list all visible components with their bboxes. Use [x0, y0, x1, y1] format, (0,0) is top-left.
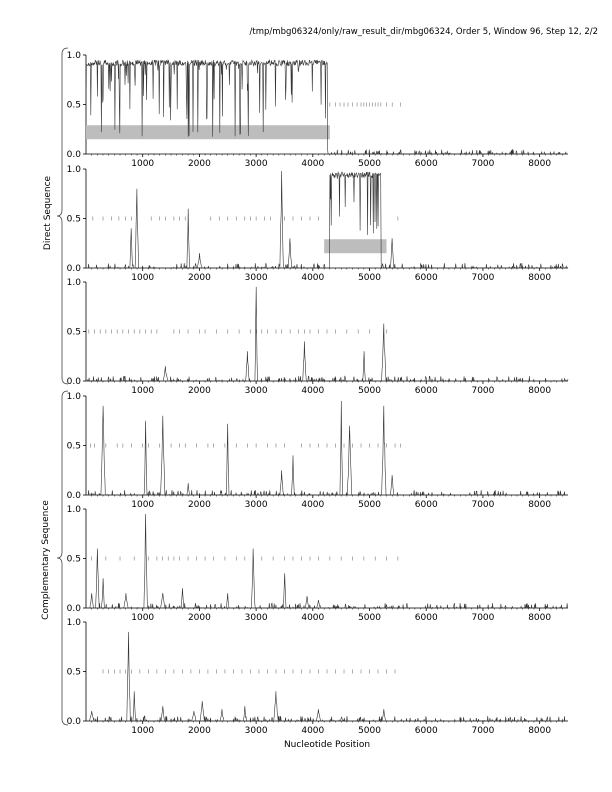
panel-1-series-line — [86, 60, 568, 154]
panel-2-x-tick-label: 4000 — [301, 273, 325, 283]
panel-1-x-tick-label: 1000 — [131, 159, 155, 169]
panel-3-x-tick-label: 5000 — [358, 386, 381, 396]
panel-3-x-tick-label: 3000 — [244, 386, 268, 396]
panel-2-x-tick-label: 5000 — [358, 273, 381, 283]
panel-6-y-tick-label: 0.0 — [66, 717, 81, 727]
panel-6-x-tick-label: 8000 — [528, 726, 552, 736]
panel-4-x-tick-label: 7000 — [471, 500, 495, 510]
panel-1-x-tick-label: 6000 — [414, 159, 438, 169]
panel-3-y-tick-label: 1.0 — [66, 278, 81, 288]
panel-3-series-line — [86, 287, 568, 381]
panel-6-x-tick-label: 1000 — [131, 726, 155, 736]
x-axis-label: Nucleotide Position — [283, 740, 371, 750]
panel-5-y-tick-label: 0.0 — [66, 604, 81, 614]
panel-6-x-tick-label: 3000 — [244, 726, 268, 736]
panel-3-x-tick-label: 1000 — [131, 386, 155, 396]
panel-6-y-tick-label: 0.5 — [66, 667, 81, 678]
panel-3-x-tick-label: 7000 — [471, 386, 495, 396]
panel-3-y-tick-label: 0.0 — [66, 377, 81, 387]
panel-5-y-tick-label: 1.0 — [66, 505, 81, 515]
panel-1-x-tick-label: 2000 — [187, 159, 211, 169]
panel-5-x-tick-label: 8000 — [528, 613, 552, 623]
panel-2-y-tick-label: 1.0 — [66, 165, 81, 175]
group-label-direct: Direct Sequence — [43, 175, 53, 251]
panel-1-y-tick-label: 1.0 — [66, 51, 81, 61]
panel-1-x-tick-label: 3000 — [244, 159, 268, 169]
panel-2-x-tick-label: 2000 — [187, 273, 211, 283]
panel-6-x-tick-label: 4000 — [301, 726, 325, 736]
panel-2-x-tick-label: 7000 — [471, 273, 495, 283]
panel-5-x-tick-label: 2000 — [187, 613, 211, 623]
panel-3-x-tick-label: 2000 — [187, 386, 211, 396]
panel-2-x-tick-label: 3000 — [244, 273, 268, 283]
panel-2-series-line — [86, 171, 568, 268]
page-title: /tmp/mbg06324/only/raw_result_dir/mbg06324, Order 5, Window 96, Step 12, 2/2 — [249, 27, 598, 37]
panel-6-x-tick-label: 2000 — [187, 726, 211, 736]
panel-5-x-tick-label: 6000 — [414, 613, 438, 623]
panel-6-x-tick-label: 7000 — [471, 726, 495, 736]
panel-5-y-tick-label: 0.5 — [66, 554, 81, 565]
group-label-complementary: Complementary Sequence — [41, 500, 51, 620]
panel-1-y-tick-label: 0.0 — [66, 150, 81, 160]
panel-5-x-tick-label: 5000 — [358, 613, 381, 623]
panel-2-y-tick-label: 0.5 — [66, 214, 81, 225]
panel-4-x-tick-label: 4000 — [301, 500, 325, 510]
panel-4-x-tick-label: 2000 — [187, 500, 211, 510]
panel-5-x-tick-label: 3000 — [244, 613, 268, 623]
panel-4-x-tick-label: 6000 — [414, 500, 438, 510]
panel-2-x-tick-label: 8000 — [528, 273, 552, 283]
panel-5-x-tick-label: 4000 — [301, 613, 325, 623]
panel-5-x-tick-label: 1000 — [131, 613, 155, 623]
panel-3-x-tick-label: 6000 — [414, 386, 438, 396]
panel-3-x-tick-label: 4000 — [301, 386, 325, 396]
panel-4-series-line — [86, 401, 568, 495]
panel-4-x-tick-label: 5000 — [358, 500, 381, 510]
panel-2-x-tick-label: 6000 — [414, 273, 438, 283]
panel-6-x-tick-label: 6000 — [414, 726, 438, 736]
panel-4-x-tick-label: 3000 — [244, 500, 268, 510]
panel-1-x-tick-label: 7000 — [471, 159, 495, 169]
panel-4-y-tick-label: 1.0 — [66, 392, 81, 402]
panel-6-series-line — [86, 632, 568, 721]
panel-1-y-tick-label: 0.5 — [66, 100, 81, 111]
panel-5-series-line — [86, 514, 568, 608]
panel-3-x-tick-label: 8000 — [528, 386, 552, 396]
panel-5-x-tick-label: 7000 — [471, 613, 495, 623]
panel-1-x-tick-label: 5000 — [358, 159, 381, 169]
panel-1-x-tick-label: 4000 — [301, 159, 325, 169]
panel-2-y-tick-label: 0.0 — [66, 264, 81, 274]
panel-3-y-tick-label: 0.5 — [66, 327, 81, 338]
panel-4-y-tick-label: 0.0 — [66, 491, 81, 501]
panel-4-x-tick-label: 8000 — [528, 500, 552, 510]
panel-6-y-tick-label: 1.0 — [66, 618, 81, 628]
panel-2-orf-bar — [324, 239, 386, 253]
panel-1-x-tick-label: 8000 — [528, 159, 552, 169]
panel-6-x-tick-label: 5000 — [358, 726, 381, 736]
panel-4-x-tick-label: 1000 — [131, 500, 155, 510]
panel-1-orf-bar — [86, 125, 330, 139]
panel-4-y-tick-label: 0.5 — [66, 441, 81, 452]
panel-2-x-tick-label: 1000 — [131, 273, 155, 283]
